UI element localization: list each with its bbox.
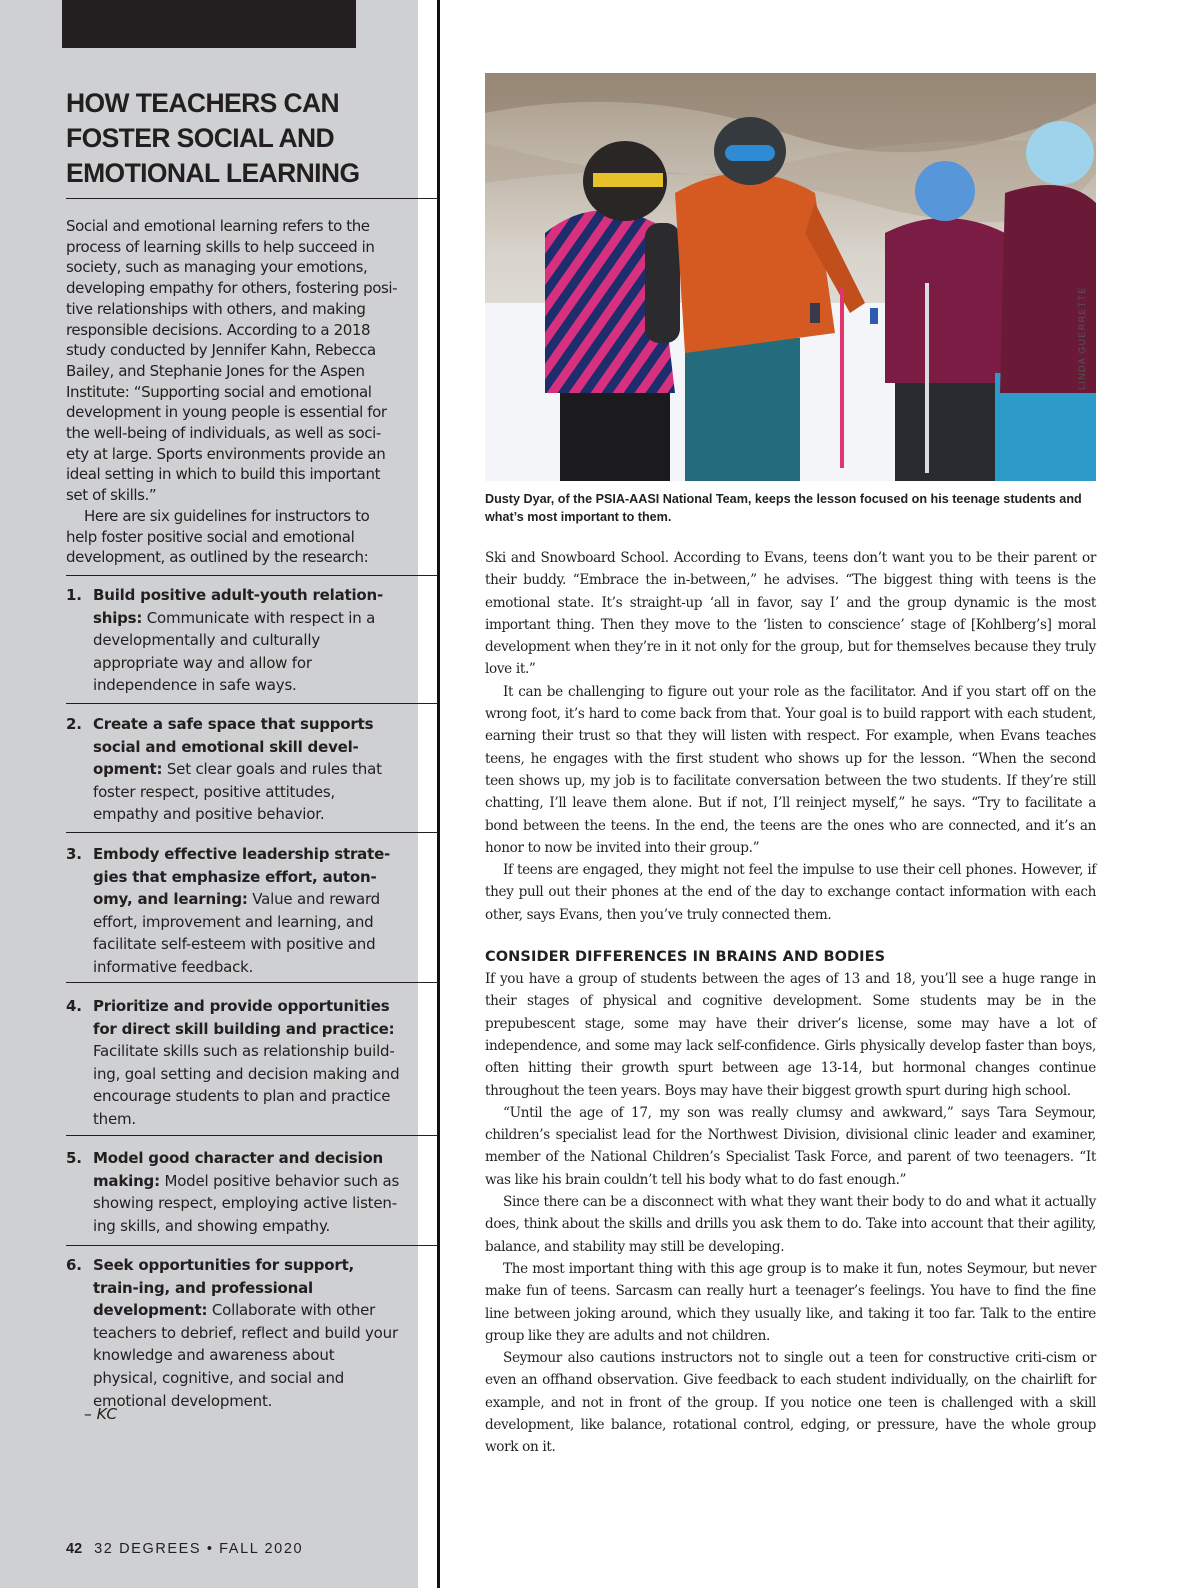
sidebar-title: HOW TEACHERS CAN FOSTER SOCIAL AND EMOTIONAL LEARNING	[66, 88, 360, 188]
article-paragraph: Seymour also cautions instructors not to single out a teen for constructive criti-cism or even an offhand observation. Give feedback to each student individually, on the chairlift for example, and not in front of the group. If you notice one teen is challenged with a skill development, like balance, rotational control, edging, or pressure, have the whole group work on it.	[485, 1350, 1096, 1456]
photo-caption: Dusty Dyar, of the PSIA-AASI National Team, keeps the lesson focused on his teenage students and what’s most important to them.	[485, 492, 1082, 524]
guideline-lead: Seek opportunities for support, train-ing, and professional development:	[93, 1256, 355, 1320]
sidebar-intro	[66, 216, 402, 568]
guideline-number: 6.	[66, 1256, 82, 1274]
article-paragraph: If teens are engaged, they might not feel the impulse to use their cell phones. However, if they pull out their phones at the end of the day to exchange contact information with each other, says Evans, then you’ve truly connected them.	[485, 862, 1096, 923]
guideline-text: Communicate with respect in a developmentally and culturally appropriate way and allow for independence in safe ways.	[93, 608, 376, 695]
guideline-lead: Embody effective leadership strate-gies that emphasize effort, auton-omy, and learning:	[93, 845, 391, 909]
guideline-item	[66, 713, 402, 826]
photo-credit: LINDA GUERRETTE	[1077, 286, 1087, 390]
page-footer	[66, 1541, 303, 1557]
divider	[66, 575, 438, 576]
guideline-item	[66, 995, 402, 1131]
article-paragraph: It can be challenging to figure out your role as the facilitator. And if you start off on the wrong foot, it’s hard to come back from that. Your goal is to build rapport with each student, earning their trust so that they will listen with respect. For example, when Evans teaches teens, he engages with the first student who shows up for the lesson. “When the second teen shows up, my job is to facilitate conversation between the two students. If they’re still chatting, I’ll leave them alone. But if not, I’ll reinject myself,” he says. “Try to facilitate a bond between the teens. In the end, the teens are the ones who are connected, and it’s an honor to now be invited into their group.”	[485, 683, 1096, 856]
divider	[66, 832, 438, 833]
guideline-lead: Build positive adult-youth relation-ships:	[93, 586, 384, 627]
guideline-lead: Prioritize and provide opportunities for direct skill building and practice:	[93, 997, 395, 1038]
guideline-item	[66, 1147, 402, 1237]
guideline-text: Collaborate with other teachers to debrief, reflect and build your knowledge and awareness about physical, cognitive, and social and emotional development.	[93, 1301, 398, 1410]
article-paragraph: Ski and Snowboard School. According to Evans, teens don’t want you to be their parent or their buddy. “Embrace the in-between,” he advises. “The biggest thing with teens is the emotional state. It’s straight-up ‘all in favor, say I’ and the group dynamic is the most important thing. Then they move to the ‘listen to conscience’ stage of [Kohlberg’s] moral development when they’re in it not only for the group, but for themselves because they truly love it.”	[485, 550, 1096, 678]
guideline-lead: Model good character and decision making:	[93, 1149, 384, 1190]
article-body	[485, 547, 1096, 1459]
divider	[66, 703, 438, 704]
guideline-number: 5.	[66, 1149, 82, 1167]
article-paragraph: If you have a group of students between the ages of 13 and 18, you’ll see a huge range in their stages of physical and cognitive development. Some students may be in the prepubescent stage, some may have their driver’s license, some may have a lot of independence, and some may lack self-confidence. Girls physically develop faster than boys, often hitting their growth spurt between age 13-14, but hormonal changes continue throughout the teen years. Boys may have their biggest growth spurt during high school.	[485, 971, 1096, 1099]
divider	[66, 1245, 438, 1246]
guideline-item	[66, 843, 402, 979]
guideline-number: 3.	[66, 845, 82, 863]
section-tab	[62, 0, 356, 48]
guideline-number: 4.	[66, 997, 82, 1015]
page-number: 42	[66, 1541, 83, 1557]
section-heading: CONSIDER DIFFERENCES IN BRAINS AND BODIES	[485, 949, 886, 966]
guideline-text: Model positive behavior such as showing respect, employing active listen-ing skills, and showing empathy.	[93, 1171, 400, 1235]
guideline-text: Value and reward effort, improvement and learning, and facilitate self-esteem with positive and informative feedback.	[93, 890, 380, 976]
article-paragraph: “Until the age of 17, my son was really clumsy and awkward,” says Tara Seymour, children’s specialist lead for the Northwest Division, divisional clinic leader and examiner, member of the National Children’s Specialist Task Force, and parent of two teenagers. “It was like his brain couldn’t tell his body what to do fast enough.”	[485, 1104, 1096, 1188]
intro-paragraph: Here are six guidelines for instructors to help foster positive social and emotional development, as outlined by the research:	[66, 506, 370, 567]
guideline-text: Facilitate skills such as relationship build-ing, goal setting and decision making and encourage students to plan and practice them.	[93, 1042, 400, 1128]
guideline-item	[66, 584, 402, 697]
article-paragraph: Since there can be a disconnect with what they want their body to do and what it actually does, think about the skills and drills you ask them to do. Take into account that their agility, balance, and stability may still be developing.	[485, 1194, 1096, 1255]
divider	[66, 198, 438, 199]
guideline-number: 2.	[66, 715, 82, 733]
article-paragraph: The most important thing with this age group is to make it fun, notes Seymour, but never make fun of teens. Sarcasm can really hurt a teenager’s feelings. You have to find the fine line between joking around, which they usually like, and taking it too far. Talk to the entire group like they are adults and not children.	[485, 1260, 1096, 1344]
column-divider	[437, 0, 440, 1588]
publication-info: 32 DEGREES • FALL 2020	[94, 1541, 304, 1557]
guideline-number: 1.	[66, 586, 82, 604]
guideline-lead: Create a safe space that supports social and emotional skill devel-opment:	[93, 715, 374, 779]
sidebar-signature: – KC	[84, 1405, 118, 1423]
lesson-photo	[485, 73, 1096, 481]
divider	[66, 982, 438, 983]
intro-paragraph: Social and emotional learning refers to the process of learning skills to help succeed in society, such as managing your emotions, developing empathy for others, fostering posi-tive relationships with others, and making responsible decisions. According to a 2018 study conducted by Jennifer Kahn, Rebecca Bailey, and Stephanie Jones for the Aspen Institute: “Supporting social and emotional development in young people is essential for the well-being of individuals, as well as soci-ety at large. Sports environments provide an ideal setting in which to build this important set of skills.”	[66, 217, 398, 505]
divider	[66, 1135, 438, 1136]
guideline-text: Set clear goals and rules that foster respect, positive attitudes, empathy and positive behavior.	[93, 760, 382, 824]
guideline-item	[66, 1254, 402, 1412]
